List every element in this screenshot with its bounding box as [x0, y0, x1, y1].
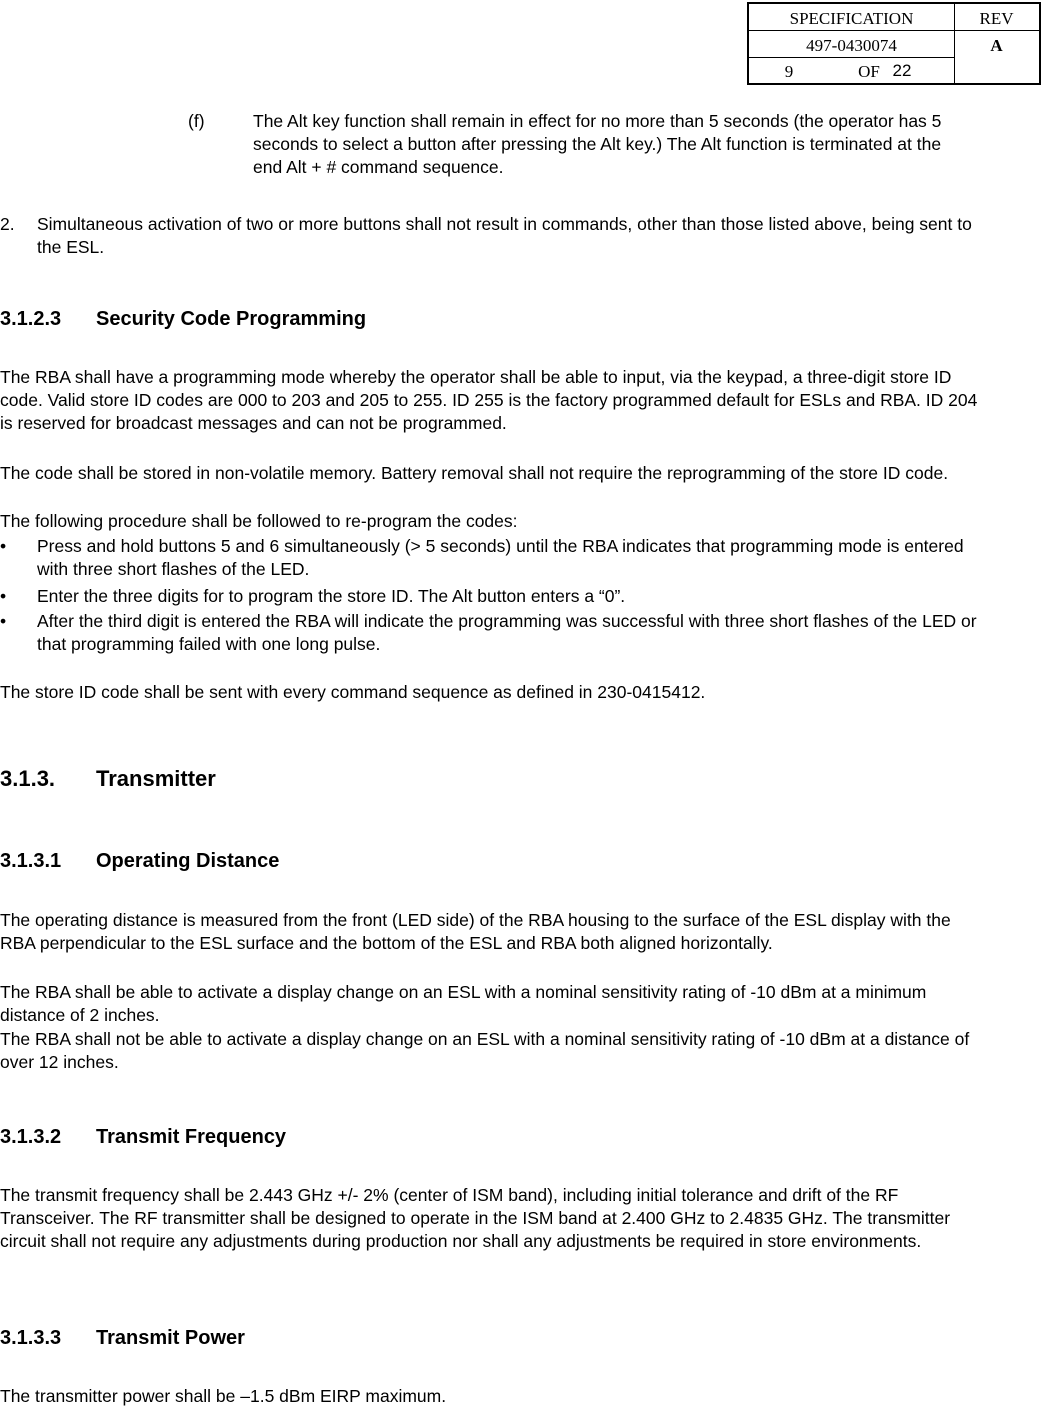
spec-label: SPECIFICATION [789, 9, 914, 28]
item-2-text: Simultaneous activation of two or more buttons shall not result in commands, other than those listed above, being sent to the ESL. [37, 214, 972, 257]
section-heading-313 [0, 767, 216, 790]
distance-para-2: The RBA shall be able to activate a display change on an ESL with a nominal sensitivity rating of -10 dBm at a minimum distance of 2 inches. [0, 982, 927, 1025]
bullet-mark: • [0, 536, 7, 556]
bullet-text: Enter the three digits for to program the store ID. The Alt button enters a “0”. [37, 586, 626, 606]
section-title: Transmit Power [96, 1327, 245, 1349]
section-number: 3.1.2.3 [0, 308, 62, 330]
power-para-1: The transmitter power shall be –1.5 dBm EIRP maximum. [0, 1386, 447, 1406]
spec-number: 497-0430074 [806, 36, 897, 55]
section-title: Security Code Programming [96, 308, 367, 330]
total-pages: 22 [892, 61, 912, 80]
section-heading-3123 [0, 308, 366, 331]
section-title: Operating Distance [96, 850, 280, 872]
section-number: 3.1.3.2 [0, 1126, 62, 1148]
page-number: 9 [784, 62, 794, 81]
item-2-marker: 2. [0, 214, 15, 234]
bullet-text: Press and hold buttons 5 and 6 simultaneously (> 5 seconds) until the RBA indicates that programming mode is entered with three short flashes of the LED. [37, 536, 964, 579]
rev-label: REV [979, 9, 1014, 28]
section-title: Transmitter [96, 766, 216, 791]
security-para-1: The RBA shall have a programming mode whereby the operator shall be able to input, via the keypad, a three-digit store ID code. Valid store ID codes are 000 to 203 and 205 to 255. ID 255 is the factory programmed default for ESLs and RBA. ID 204 is reserved for broadcast messages and can not be programmed. [0, 367, 978, 433]
bullet-mark: • [0, 611, 7, 631]
section-number: 3.1.3.1 [0, 850, 62, 872]
distance-para-1: The operating distance is measured from the front (LED side) of the RBA housing to the surface of the ESL display with the RBA perpendicular to the ESL surface and the bottom of the ESL and RBA both aligned horizontally. [0, 910, 951, 953]
distance-para-3: The RBA shall not be able to activate a display change on an ESL with a nominal sensitivity rating of -10 dBm at a distance of over 12 inches. [0, 1029, 970, 1072]
section-heading-3132 [0, 1126, 286, 1149]
spec-header-table [747, 2, 1041, 85]
security-para-2: The code shall be stored in non-volatile memory. Battery removal shall not require the reprogramming of the store ID code. [0, 463, 949, 483]
section-heading-3133 [0, 1327, 245, 1350]
section-number: 3.1.3.3 [0, 1327, 62, 1349]
bullet-text: After the third digit is entered the RBA will indicate the programming was successful with three short flashes of the LED or that programming failed with one long pulse. [37, 611, 977, 654]
security-para-4: The store ID code shall be sent with every command sequence as defined in 230-0415412. [0, 682, 706, 702]
frequency-para-1: The transmit frequency shall be 2.443 GHz +/- 2% (center of ISM band), including initial tolerance and drift of the RF Transceiver. The RF transmitter shall be designed to operate in the ISM band at 2.400 GHz to 2.4835 GHz. The transmitter circuit shall not require any adjustments during production nor shall any adjustments be required in store environments. [0, 1185, 951, 1251]
section-title: Transmit Frequency [96, 1126, 287, 1148]
item-f-marker: (f) [188, 111, 205, 131]
section-number: 3.1.3. [0, 766, 56, 791]
security-para-3: The following procedure shall be followed to re-program the codes: [0, 511, 518, 531]
section-heading-3131 [0, 850, 279, 873]
rev-value: A [990, 36, 1003, 55]
of-label: OF [858, 62, 880, 81]
item-f-text: The Alt key function shall remain in effect for no more than 5 seconds (the operator has 5 seconds to select a button after pressing the Alt key.) The Alt function is terminated at the end Alt + # command sequence. [253, 111, 942, 177]
bullet-mark: • [0, 586, 7, 606]
